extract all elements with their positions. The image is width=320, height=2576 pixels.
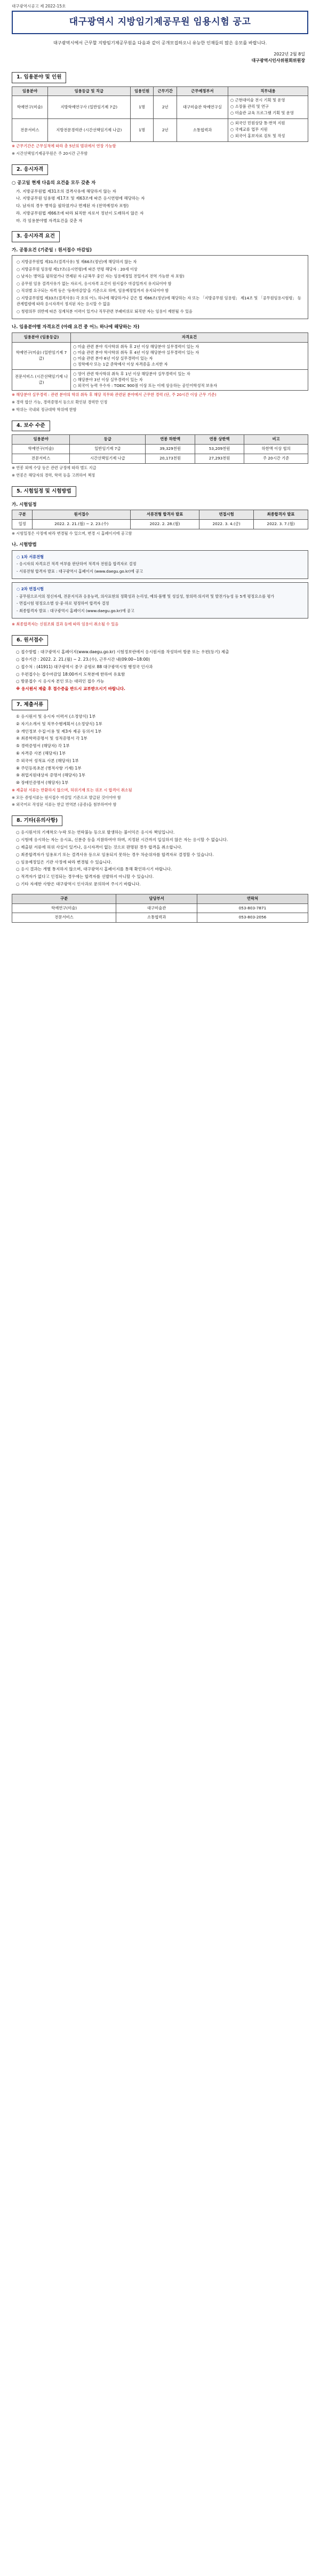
application-list xyxy=(16,649,308,692)
col-header: 구분 xyxy=(12,894,116,903)
cell-min: 39,329천원 xyxy=(146,445,195,454)
section-title: 4. 보수 수준 xyxy=(12,421,50,431)
list-item: ○ 시험에 응시하는 자는 응시표, 신분증 등을 지참하여야 하며, 지정된 시간까지 입실하지 않은 자는 응시할 수 없습니다. xyxy=(16,837,228,843)
note: ※ 제출된 서류는 반환하지 않으며, 허위기재 또는 위조 시 합격이 취소됨 xyxy=(12,787,132,792)
requirement-line: ○ 공무원 임용 결격사유가 없는 자로서, 응시자격 요건이 원서접수 마감일까지 유지되어야 함 xyxy=(17,281,172,286)
req-line: ○ 외국어 능력 우수자 : TOEIC 900점 이상 또는 이에 상응하는 공인어학성적 보유자 xyxy=(73,383,218,388)
box-title: ○ 2차 면접시험 xyxy=(17,586,44,592)
col-header: 근무기간 xyxy=(154,86,177,96)
sub-title: ○ 공고일 현재 다음의 요건을 모두 갖춘 자 xyxy=(12,179,96,185)
notice-number: 대구광역시공고 제 2022-15호 xyxy=(12,4,66,9)
table-row xyxy=(12,96,308,119)
col-header: 서류전형 합격자 발표 xyxy=(131,510,199,520)
cell-count: 1명 xyxy=(130,96,154,119)
list-item: ○ 기타 자세한 사항은 대구광역시 인사과로 문의하여 주시기 바랍니다. xyxy=(16,881,141,886)
note: ※ 시험일정은 사정에 따라 변경될 수 있으며, 변경 시 홈페이지에 공고함 xyxy=(12,531,132,536)
cell-apply: 2022. 2. 21.(월) ~ 2. 23.(수) xyxy=(33,520,131,529)
contact-section xyxy=(12,894,308,923)
cell-max: 27,293천원 xyxy=(195,454,244,463)
section-title: 6. 원서접수 xyxy=(12,635,48,646)
section-remarks xyxy=(12,815,308,826)
cell-grade: 지방학예연구사 (일반임기제 7급) xyxy=(47,96,130,119)
list-item: ○ 적격자가 없다고 인정되는 경우에는 합격자를 선발하지 아니할 수 있습니다. xyxy=(16,874,154,879)
col-header: 직무내용 xyxy=(228,86,308,96)
cell-grade: 지방전문경력관 (시간선택임기제 나급) xyxy=(47,119,130,142)
cell-dept: 소통협력과 xyxy=(116,913,197,923)
list-item: ○ 우편접수는 접수마감일 18:00까지 도착분에 한하여 유효함 xyxy=(16,671,125,677)
col-header: 구분 xyxy=(12,510,33,520)
section-title: 5. 시험일정 및 시험방법 xyxy=(12,486,76,497)
cell-field: 학예연구(미술) (일반임기제 7급) xyxy=(12,342,71,369)
cell-field: 학예연구(미술) xyxy=(12,903,116,913)
note: ※ 연봉 외에 수당 등은 관련 규정에 따라 별도 지급 xyxy=(12,465,97,470)
col-header: 연봉 하한액 xyxy=(146,435,195,445)
list-item: ○ 응시원서의 기재착오·누락 또는 연락불능 등으로 발생하는 불이익은 응시자 책임입니다. xyxy=(16,830,175,835)
section-eligibility xyxy=(12,164,308,175)
table-row xyxy=(12,454,308,463)
list-item: 가. 지방공무원법 제31조의 결격사유에 해당하지 않는 자 xyxy=(16,188,116,194)
col-header: 원서접수 xyxy=(33,510,131,520)
cell-note: 주 20시간 기준 xyxy=(244,454,308,463)
schedule-table xyxy=(12,510,308,529)
list-item: ⑦ 외국어 성적표 사본 (해당자) 1부 xyxy=(16,758,79,763)
cell-field: 전문서비스 (시간선택임기제 나급) xyxy=(12,369,71,391)
note: ※ 학위는 국내외 정규대학 학위에 한함 xyxy=(12,407,77,413)
title-box xyxy=(12,11,308,34)
documents-list xyxy=(16,714,308,786)
note: ※ 최종합격자는 신원조회 결과 등에 따라 임용이 취소될 수 있음 xyxy=(12,622,119,627)
col-header: 등급 xyxy=(70,435,146,445)
table-row xyxy=(12,119,308,142)
list-item: ○ 임용예정일은 기관 사정에 따라 변경될 수 있습니다. xyxy=(16,859,112,865)
qualification-table xyxy=(12,332,308,391)
req-line: ○ 미술 관련 분야 6년 이상 실무경력이 있는 자 xyxy=(73,355,153,361)
req-line: ○ 영어 관련 학사학위 취득 후 1년 이상 해당분야 실무경력이 있는 자 xyxy=(73,371,190,376)
requirement-line: ○ 직위별 요구되는 자격 등은 '등록마감일'을 기준으로 하며, 임용예정일까지 유지되어야 함 xyxy=(17,288,169,294)
sub-title: 나. 시험방법 xyxy=(12,542,37,548)
eligibility-list xyxy=(16,188,308,224)
cell-dept: 대구미술관 학예연구실 xyxy=(177,96,228,119)
signature-block xyxy=(12,51,308,65)
col-header: 연락처 xyxy=(197,894,308,903)
requirement-line: ○ 청렴의무 위반에 따른 징계처분 이력이 있거나 직무관련 부패비위로 퇴직한 자는 임용이 제한될 수 있음 xyxy=(17,308,193,314)
col-header: 근무예정부서 xyxy=(177,86,228,96)
table-row xyxy=(12,445,308,454)
table-row xyxy=(12,520,308,529)
notice-title: 대구광역시 지방임기제공무원 임용시험 공고 xyxy=(69,17,251,28)
list-item: ⑧ 주민등록초본 (병적사항 기재) 1부 xyxy=(16,765,82,771)
notice-date: 2022년 2월 8일 xyxy=(274,51,305,57)
cell-duties xyxy=(228,119,308,142)
interview-box xyxy=(12,582,308,619)
list-item: 나. 지방공무원 임용령 제17조 및 제63조에 따른 응시연령에 해당하는 자 xyxy=(16,196,145,201)
list-item: 다. 남자의 경우 병역을 필하였거나 면제된 자 (전역예정자 포함) xyxy=(16,203,129,209)
col-header: 임용등급 및 직급 xyxy=(47,86,130,96)
cell-reqs xyxy=(71,342,308,369)
cell-field: 전문서비스 xyxy=(12,454,70,463)
intro-text: 대구광역시에서 근무할 지방임기제공무원을 다음과 같이 공개모집하오니 유능한 인재들의 많은 응모를 바랍니다. xyxy=(53,39,267,45)
cell-field: 전문서비스 xyxy=(12,119,48,142)
cell-term: 2년 xyxy=(154,96,177,119)
list-item: 마. 각 임용분야별 자격요건을 갖춘 자 xyxy=(16,218,83,223)
section-documents xyxy=(12,700,308,710)
box-line: - 응시자의 자격요건 적격 여부를 판단하여 적격자 전원을 합격자로 결정 xyxy=(17,561,137,567)
list-item: ⑨ 취업지원대상자 증명서 (해당자) 1부 xyxy=(16,773,85,778)
box-line: - 서류전형 합격자 발표 : 대구광역시 홈페이지 (www.daegu.go.kr)에 공고 xyxy=(17,568,143,574)
cell-tel: 053-803-7871 xyxy=(197,903,308,913)
document-screening-box xyxy=(12,550,308,580)
section-salary xyxy=(12,421,308,431)
table-row xyxy=(12,369,308,391)
list-item: ○ 제출된 서류에 허위 사실이 있거나, 응시자격이 없는 것으로 판명된 경우 합격을 취소합니다. xyxy=(16,844,182,850)
requirement-line: ○ 지방공무원법 제33조(결격사유) 각 호의 어느 하나에 해당하거나 같은 법 제66조(정년)에 해당하는 자 또는 「지방공무원 임용령」 제14조 및 「공무원임용시험령」 등 관계법령에 따라 응시자격이 정지된 자는 응시할 수 없음 xyxy=(17,295,301,307)
col-header: 임용인원 xyxy=(130,86,154,96)
req-line: ○ 미술 관련 분야 학사학위 취득 후 4년 이상 해당분야 실무경력이 있는 자 xyxy=(73,350,199,355)
cell-grade: 일반임기제 7급 xyxy=(70,445,146,454)
sub-title: 가. 시험일정 xyxy=(12,501,37,507)
cell-doc-result: 2022. 2. 28.(월) xyxy=(131,520,199,529)
col-header: 임용분야 xyxy=(12,435,70,445)
section-schedule xyxy=(12,486,308,497)
note: ※ 근무기간은 근무실적에 따라 총 5년의 범위에서 연장 가능함 xyxy=(12,144,116,149)
note: ※ 모든 증빙서류는 원서접수 마감일 기준으로 발급된 것이어야 함 xyxy=(12,795,121,800)
col-header: 최종합격자 발표 xyxy=(254,510,308,520)
cell-dept: 대구미술관 xyxy=(116,903,197,913)
box-line: - 공무원으로서의 정신자세, 전문지식과 응용능력, 의사표현의 정확성과 논리성, 예의·품행 및 성실성, 창의력·의지력 및 발전가능성 등 5개 평정요소를 평가 xyxy=(17,593,275,599)
list-item: ○ 접수처 : (41911) 대구광역시 중구 공평로 88 대구광역시청 행정국 인사과 xyxy=(16,664,153,669)
section-title: 7. 제출서류 xyxy=(12,700,48,710)
note: ※ 경력 합산 가능, 경력증명서 등으로 확인된 경력만 인정 xyxy=(12,400,108,405)
list-item: 라. 지방공무원법 제66조에 따라 퇴직한 자로서 정년이 도래하지 않은 자 xyxy=(16,210,144,216)
sub-title: 가. 공통요건 (기준일 : 원서접수 마감일) xyxy=(12,247,92,252)
table-row xyxy=(12,342,308,369)
section-requirements xyxy=(12,231,308,242)
list-item: ② 자기소개서 및 직무수행계획서 (소정양식) 1부 xyxy=(16,721,102,726)
cell-field: 전문서비스 xyxy=(12,913,116,923)
list-item: ○ 접수기간 : 2022. 2. 21.(월) ~ 2. 23.(수), 근무시간 내(09:00~18:00) xyxy=(16,657,150,662)
list-item: ⑩ 장애인증명서 (해당자) 1부 xyxy=(16,780,69,786)
note: ※ 해당분야 실무경력 : 관련 분야의 학위 취득 후 해당 직무와 관련된 분야에서 근무한 경력 (단, 주 20시간 이상 근무 기준) xyxy=(12,392,217,398)
cell-dept: 소통협력과 xyxy=(177,119,228,142)
list-item: ※ 응시원서 제출 후 접수증을 반드시 교부받으시기 바랍니다. xyxy=(16,686,125,692)
duty-line: ○ 외국어 홍보자료 검토 및 작성 xyxy=(230,133,285,139)
contact-table xyxy=(12,894,308,923)
cell-field: 학예연구(미술) xyxy=(12,96,48,119)
duty-line: ○ 외국인 민원상담 통·번역 지원 xyxy=(230,121,285,126)
requirement-line: ○ 지방공무원법 제31조(결격사유) 및 제66조(정년)에 해당하지 않는 자 xyxy=(17,259,137,265)
col-header: 임용분야 (임용등급) xyxy=(12,332,71,342)
issuer: 대구광역시인사위원회위원장 xyxy=(251,58,305,64)
note: ※ 외국어로 작성된 서류는 한글 번역본 (공증)을 첨부하여야 함 xyxy=(12,802,117,807)
list-item: ⑤ 경력증명서 (해당자) 각 1부 xyxy=(16,743,70,749)
col-header: 자격요건 xyxy=(71,332,308,342)
section-title: 3. 응시자격 요건 xyxy=(12,231,60,242)
cell-grade: 시간선택임기제 나급 xyxy=(70,454,146,463)
salary-table xyxy=(12,434,308,464)
col-header: 연봉 상한액 xyxy=(195,435,244,445)
req-line: ○ 정학예사 또는 1급 준학예사 이상 자격증을 소지한 자 xyxy=(73,361,168,367)
section-title: 2. 응시자격 xyxy=(12,164,48,175)
cell-label: 일정 xyxy=(12,520,33,529)
box-line: - 면접시험 평정요소별 상·중·하로 평정하여 합격자 결정 xyxy=(17,601,109,606)
cell-final: 2022. 3. 7.(월) xyxy=(254,520,308,529)
common-requirements-box xyxy=(12,255,308,319)
duty-line: ○ 국제교류 업무 지원 xyxy=(230,127,268,132)
box-line: - 최종합격자 발표 : 대구광역시 홈페이지 (www.daegu.go.kr)에 공고 xyxy=(17,608,134,613)
cell-reqs xyxy=(71,369,308,391)
note: ※ 연봉은 해당자의 경력, 학력 등을 고려하여 책정 xyxy=(12,472,95,478)
cell-field: 학예연구(미술) xyxy=(12,445,70,454)
cell-term: 2년 xyxy=(154,119,177,142)
cell-interview: 2022. 3. 4.(금) xyxy=(199,520,254,529)
section-title: 8. 기타(유의사항) xyxy=(12,815,62,826)
duty-line: ○ 미술관 교육 프로그램 기획 및 운영 xyxy=(230,110,294,116)
recruitment-table xyxy=(12,86,308,142)
requirement-line: ○ 지방공무원 임용령 제17조(응시연령)에 따른 연령 해당자 : 20세 이상 xyxy=(17,266,138,272)
note: ※ 시간선택임기제공무원은 주 20시간 근무함 xyxy=(12,150,88,156)
cell-count: 1명 xyxy=(130,119,154,142)
box-title: ○ 1차 서류전형 xyxy=(17,554,44,559)
req-line: ○ 해당분야 3년 이상 실무경력이 있는 자 xyxy=(73,377,143,382)
duty-line: ○ 소장품 관리 및 연구 xyxy=(230,104,269,109)
list-item: ③ 개인정보 수집·이용 및 제3자 제공 동의서 1부 xyxy=(16,728,102,734)
requirement-line: ○ 남자는 병역을 필하였거나 면제된 자 (군복무 중인 자는 임용예정일 전일까지 전역 가능한 자 포함) xyxy=(17,274,185,279)
cell-note: 하한액 이상 협의 xyxy=(244,445,308,454)
col-header: 임용분야 xyxy=(12,86,48,96)
list-item: ① 응시원서 및 응시자 이력서 (소정양식) 1부 xyxy=(16,714,96,719)
col-header: 비고 xyxy=(244,435,308,445)
cell-duties xyxy=(228,96,308,119)
list-item: ④ 최종학력증명서 및 성적증명서 각 1부 xyxy=(16,736,87,741)
list-item: ○ 방문접수 시 응시자 본인 또는 대리인 접수 가능 xyxy=(16,679,105,684)
list-item: ○ 응시 결과는 개별 통지하지 않으며, 대구광역시 홈페이지를 통해 확인하시기 바랍니다. xyxy=(16,867,172,872)
req-line: ○ 미술 관련 분야 석사학위 취득 후 2년 이상 해당분야 실무경력이 있는 자 xyxy=(73,344,199,349)
duty-line: ○ 근현대미술 전시 기획 및 운영 xyxy=(230,98,285,103)
cell-tel: 053-803-2056 xyxy=(197,913,308,923)
section-application xyxy=(12,635,308,646)
list-item: ⑥ 자격증 사본 (해당자) 1부 xyxy=(16,750,66,756)
section-title: 1. 임용분야 및 인원 xyxy=(12,72,66,83)
cell-max: 53,209천원 xyxy=(195,445,244,454)
cell-min: 20,173천원 xyxy=(146,454,195,463)
col-header: 담당부서 xyxy=(116,894,197,903)
list-item: ○ 접수방법 : 대구광역시 홈페이지(www.daegu.go.kr) 시험정보란에서 응시원서를 작성하여 방문 또는 우편(등기) 제출 xyxy=(16,649,229,655)
col-header: 면접시험 xyxy=(199,510,254,520)
list-item: ○ 최종합격자가 임용포기 또는 결격사유 등으로 임용되지 못하는 경우 차순위자를 합격자로 결정할 수 있습니다. xyxy=(16,852,214,857)
notice-page xyxy=(0,0,320,932)
table-row xyxy=(12,903,308,913)
remarks-list xyxy=(16,829,308,887)
section-recruitment xyxy=(12,72,308,83)
table-row xyxy=(12,913,308,923)
sub-title: 나. 임용분야별 자격요건 (아래 요건 중 어느 하나에 해당하는 자) xyxy=(12,324,140,330)
